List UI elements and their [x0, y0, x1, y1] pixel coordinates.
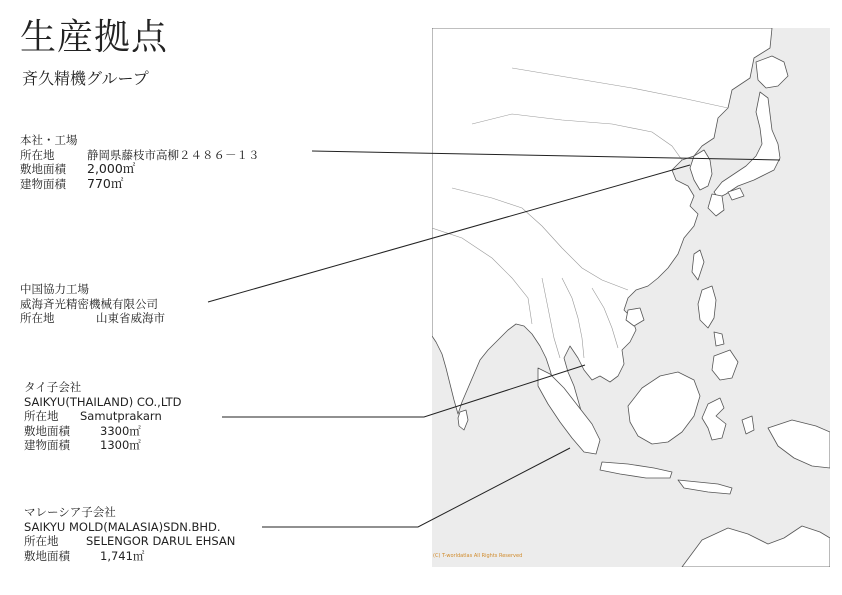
- map-svg: [432, 28, 830, 567]
- site-thailand-land-area-label: 敷地面積: [24, 423, 70, 438]
- site-hq-building-area: 770㎡: [87, 175, 124, 191]
- page-subtitle: 斉久精機グループ: [22, 69, 149, 88]
- site-malaysia-location-label: 所在地: [24, 534, 59, 549]
- sri-lanka: [458, 410, 468, 430]
- page-title: 生産拠点: [20, 17, 169, 58]
- asia-map: [432, 28, 830, 567]
- site-hq-name: 本社・工場: [20, 133, 78, 147]
- mindanao: [712, 350, 738, 380]
- site-hq-land-area: 2,000㎡: [87, 161, 136, 177]
- site-china-location-label: 所在地: [20, 311, 55, 326]
- new-guinea: [768, 420, 830, 468]
- site-thailand-company: SAIKYU(THAILAND) CO.,LTD: [24, 394, 182, 409]
- site-malaysia-company: SAIKYU MOLD(MALASIA)SDN.BHD.: [24, 519, 221, 534]
- hokkaido: [756, 56, 788, 88]
- site-thailand-location-label: 所在地: [24, 409, 59, 424]
- java: [600, 462, 672, 478]
- australia-north: [682, 526, 830, 567]
- site-thailand-building-area: 1300㎡: [100, 438, 141, 453]
- site-thailand-info: [24, 380, 182, 453]
- site-hq-building-area-label: 建物面積: [20, 176, 66, 191]
- site-hq-location-label: 所在地: [20, 147, 55, 162]
- map-copyright: (C) T-worldatlas All Rights Reserved: [433, 553, 523, 559]
- site-malaysia-land-area: 1,741㎡: [100, 548, 145, 563]
- site-hq-location: 静岡県藤枝市高柳２４８６－１３: [87, 147, 260, 162]
- site-china-location: 山東省威海市: [96, 311, 165, 326]
- site-hq-info: [20, 133, 260, 191]
- taiwan: [692, 250, 704, 280]
- site-china-company: 威海斉光精密機械有限公司: [20, 296, 158, 311]
- site-malaysia-land-area-label: 敷地面積: [24, 548, 70, 563]
- luzon: [698, 286, 716, 328]
- kyushu: [708, 194, 724, 216]
- maluku: [742, 416, 754, 434]
- site-malaysia-location: SELENGOR DARUL EHSAN: [86, 534, 236, 549]
- site-thailand-name: タイ子会社: [24, 380, 82, 394]
- borneo: [628, 372, 700, 444]
- lesser-sunda: [678, 480, 732, 494]
- site-thailand-land-area: 3300㎡: [100, 423, 141, 438]
- site-thailand-location: Samutprakarn: [80, 409, 162, 424]
- site-malaysia-name: マレーシア子会社: [24, 505, 116, 519]
- site-thailand-building-area-label: 建物面積: [24, 438, 70, 453]
- sulawesi: [702, 398, 726, 440]
- site-china-info: [20, 282, 165, 326]
- site-hq-land-area-label: 敷地面積: [20, 162, 66, 177]
- site-malaysia-info: [24, 505, 235, 563]
- visayas: [714, 332, 724, 346]
- site-china-name: 中国協力工場: [20, 282, 89, 296]
